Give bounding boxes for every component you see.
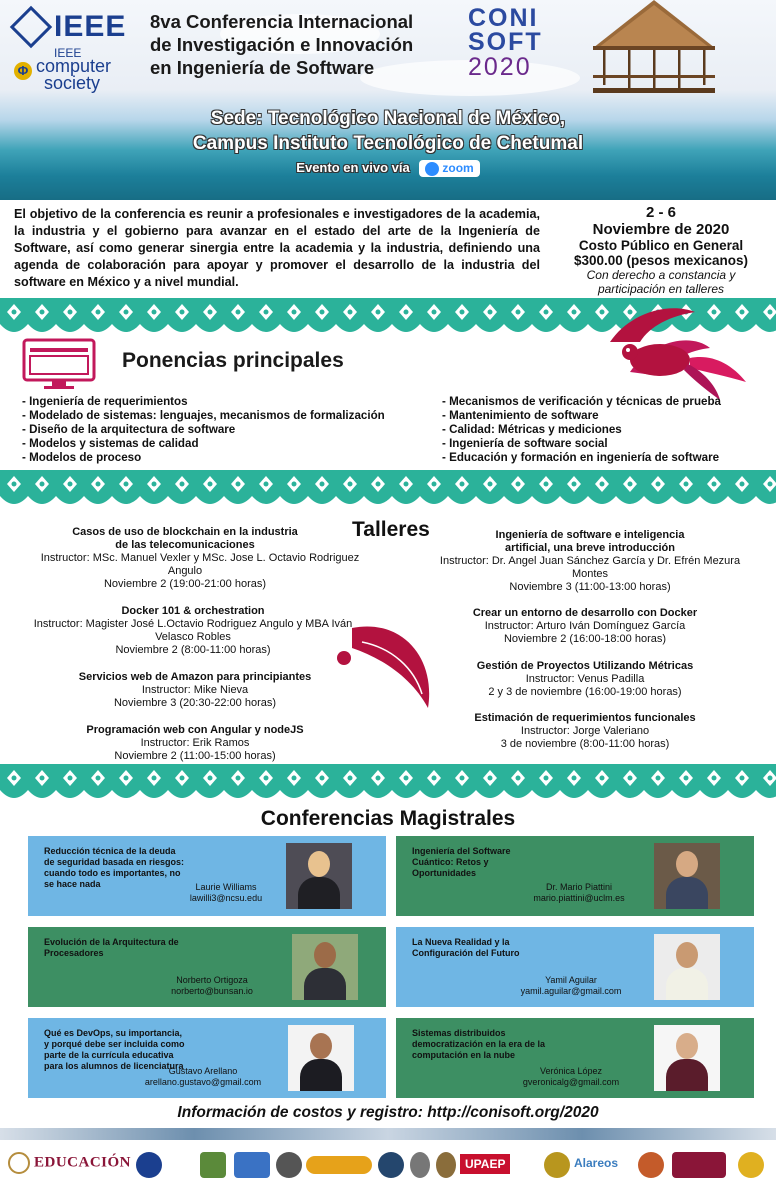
keynote-card (28, 1018, 386, 1098)
conference-title-line: de Investigación e Innovación (150, 34, 414, 55)
live-event-label (0, 160, 776, 177)
taller-instructor: Instructor: Magister José L.Octavio Rodriguez Angulo y MBA Iván (33, 618, 353, 630)
keynote-speaker (496, 1066, 646, 1088)
keynote-title-line: Reducción técnica de la deuda (44, 846, 176, 856)
ponencia-topic: - Ingeniería de requerimientos (22, 395, 188, 408)
taller-instructor: Instructor: Arturo Iván Domínguez García (484, 620, 686, 632)
ponencia-topic: - Mantenimiento de software (442, 409, 599, 422)
cost-note: Con derecho a constancia y (586, 268, 736, 282)
computer-society-line: society (44, 73, 101, 93)
taller-title: Programación web con Angular y nodeJS (86, 724, 304, 736)
taller-instructor: Instructor: Erik Ramos (140, 737, 250, 749)
keynote-card (396, 836, 754, 916)
alareos-label: Alareos (574, 1156, 619, 1170)
speaker-email: gveronicalg@gmail.com (522, 1077, 620, 1087)
keynote-speaker (128, 1066, 278, 1088)
speaker-name: Verónica López (539, 1066, 603, 1076)
conference-objective: El objetivo de la conferencia es reunir a profesionales e investigadores de la academia, la industria y el gobierno para avanzar en el estado del arte de la Ingeniería de Software, así como generar sinergia entre la academia y la industria, definiendo una agenda de colaboración para apoyar y promover el desarrollo de la industria del software en México y a nivel mundial. (14, 207, 540, 289)
taller-item (440, 712, 730, 751)
keynote-title (412, 1028, 582, 1061)
keynote-title-line: y porqué debe ser incluida como (44, 1039, 185, 1049)
sponsor-logo (638, 1152, 664, 1178)
taller-date: Noviembre 3 (20:30-22:00 horas) (113, 697, 277, 709)
taller-item (40, 671, 350, 710)
ponencia-topic: - Modelos y sistemas de calidad (22, 437, 199, 450)
keynote-card (396, 1018, 754, 1098)
keynote-title-line: democratización en la era de la (412, 1039, 546, 1049)
ponencia-topic: - Ingeniería de software social (442, 437, 608, 450)
taller-item (40, 724, 350, 763)
keynote-title-line: Cuántico: Retos y (412, 857, 489, 867)
taller-date: Noviembre 2 (16:00-18:00 horas) (503, 633, 667, 645)
talleres-title: Talleres (352, 518, 430, 541)
speaker-email: lawilli3@ncsu.edu (189, 893, 263, 903)
ponencia-topic: - Calidad: Métricas y mediciones (442, 423, 622, 436)
keynote-title-line: Oportunidades (412, 868, 477, 878)
tecnm-logo (136, 1152, 162, 1178)
speaker-photo (654, 934, 720, 1000)
computer-society-line: computer (36, 56, 112, 76)
ponencias-title: Ponencias principales (122, 349, 344, 372)
monitor-icon (22, 338, 100, 390)
keynote-title-line: de seguridad basada en riesgos: (44, 857, 185, 867)
speaker-email: mario.piattini@uclm.es (533, 893, 625, 903)
alareos-logo (574, 1156, 618, 1170)
conference-title-line: en Ingeniería de Software (150, 57, 375, 78)
sponsor-logos (0, 1142, 776, 1200)
taller-title: Servicios web de Amazon para principiantes (78, 671, 312, 683)
zoom-badge (419, 160, 479, 177)
venue-line: Campus Instituto Tecnológico de Chetumal (192, 133, 584, 154)
keynote-title (412, 937, 582, 959)
keynote-title-line: Ingeniería del Software (412, 846, 511, 856)
conference-title-line: 8va Conferencia Internacional (150, 11, 414, 32)
speaker-photo (654, 1025, 720, 1091)
decorative-band-bottom (0, 764, 776, 804)
keynote-speaker (168, 882, 284, 904)
taller-item (420, 529, 760, 594)
palapa-hut-image (532, 0, 776, 100)
taller-instructor: Instructor: Dr. Angel Juan Sánchez García y Dr. Efrén Mezura (439, 555, 741, 567)
taller-date: Noviembre 3 (11:00-13:00 horas) (509, 581, 671, 593)
keynote-speaker (148, 975, 276, 997)
sponsor-crest-logo (544, 1152, 570, 1178)
cost-note: participación en talleres (597, 282, 725, 296)
ieee-wordmark: IEEE (54, 10, 127, 43)
conisoft-line: CONI (468, 4, 539, 32)
taller-item (40, 526, 360, 591)
keynote-title-line: Sistemas distribuidos (412, 1028, 506, 1038)
keynote-title-line: Qué es DevOps, su importancia, (44, 1028, 183, 1038)
keynote-speaker (514, 882, 644, 904)
keynote-title-line: Evolución de la Arquitectura de (44, 937, 179, 947)
keynote-title-line: Procesadores (44, 948, 104, 958)
header-banner (0, 0, 776, 200)
zoom-label: zoom (442, 161, 474, 176)
global-knowledge-logo (306, 1156, 372, 1174)
keynote-card (28, 836, 386, 916)
taller-title: Gestión de Proyectos Utilizando Métricas (476, 660, 694, 672)
keynote-title (44, 937, 214, 959)
speaker-name: Dr. Mario Piattini (545, 882, 613, 892)
taller-item (20, 605, 366, 657)
ieee-diamond-icon (10, 6, 52, 48)
conference-title (150, 10, 470, 79)
taller-title: Casos de uso de blockchain en la industria (72, 526, 298, 538)
speaker-photo (654, 843, 720, 909)
ieee-computer-society-logo (10, 6, 138, 92)
conisoft-logo (468, 6, 542, 84)
taller-instructor: Instructor: Jorge Valeriano (520, 725, 650, 737)
computer-society-phi-icon: Φ (14, 62, 32, 80)
zoom-camera-icon (425, 162, 439, 176)
dates-and-cost (550, 204, 772, 296)
speaker-email: yamil.aguilar@gmail.com (520, 986, 622, 996)
educacion-label: EDUCACIÓN (34, 1154, 132, 1171)
keynote-title-line: computación en la nube (412, 1050, 516, 1060)
sponsor-logo (378, 1152, 404, 1178)
sponsor-crest-logo (200, 1152, 226, 1178)
computer-society-label (36, 58, 111, 92)
ponencia-topic: - Mecanismos de verificación y técnicas de prueba (442, 395, 722, 408)
taller-title: Ingeniería de software e inteligencia (495, 529, 685, 541)
cost-value: $300.00 (pesos mexicanos) (573, 253, 749, 268)
decorative-band-middle (0, 470, 776, 510)
upaep-logo (460, 1154, 510, 1174)
taller-instructor: Instructor: Mike Nieva (141, 684, 249, 696)
speaker-email: arellano.gustavo@gmail.com (144, 1077, 262, 1087)
sep-educacion-logo (8, 1152, 131, 1174)
keynote-card (28, 927, 386, 1007)
taller-title: Estimación de requerimientos funcionales (474, 712, 696, 724)
taller-date: 3 de noviembre (8:00-11:00 horas) (500, 738, 670, 750)
sponsor-logo (436, 1152, 456, 1178)
footer-stripe (0, 1128, 776, 1140)
taller-date: 2 y 3 de noviembre (16:00-19:00 horas) (488, 686, 682, 698)
taller-title: Crear un entorno de desarrollo con Docker (472, 607, 698, 619)
speaker-name: Gustavo Arellano (168, 1066, 238, 1076)
venue-heading (0, 106, 776, 156)
sponsor-logo (738, 1152, 764, 1178)
ponencia-topic: - Diseño de la arquitectura de software (22, 423, 236, 436)
itchetumal-logo (672, 1152, 726, 1178)
keynote-title-line: La Nueva Realidad y la (412, 937, 510, 947)
date-month: Noviembre de 2020 (592, 221, 730, 238)
live-event-text: Evento en vivo vía (296, 160, 410, 175)
keynote-title-line: cuando todo es importantes, no (44, 868, 181, 878)
ponencias-list-right (442, 395, 772, 465)
ponencias-list-left (22, 395, 442, 465)
mexico-seal-icon (8, 1152, 30, 1174)
decorative-bird-icon (600, 302, 750, 402)
keynote-title (412, 846, 582, 879)
speaker-photo (292, 934, 358, 1000)
taller-instructor: Instructor: MSc. Manuel Vexler y MSc. Jose L. Octavio Rodriguez (40, 552, 360, 564)
date-range: 2 - 6 (645, 204, 676, 221)
keynote-speaker (496, 975, 646, 997)
speaker-name: Laurie Williams (195, 882, 257, 892)
ponencia-topic: - Modelado de sistemas: lenguajes, mecanismos de formalización (22, 409, 385, 422)
taller-title: de las telecomunicaciones (115, 539, 255, 551)
taller-instructor: Velasco Robles (155, 631, 231, 643)
speaker-photo (286, 843, 352, 909)
keynote-title-line: parte de la currícula educativa (44, 1050, 174, 1060)
cost-label: Costo Público en General (578, 238, 744, 253)
taller-date: Noviembre 2 (8:00-11:00 horas) (115, 644, 271, 656)
keynote-title-line: Configuración del Futuro (412, 948, 520, 958)
keynote-title-line: se hace nada (44, 879, 101, 889)
taller-title: Docker 101 & orchestration (121, 605, 265, 617)
taller-item (440, 607, 730, 646)
taller-instructor: Montes (571, 568, 609, 580)
taller-date: Noviembre 2 (19:00-21:00 horas) (103, 578, 267, 590)
speaker-name: Norberto Ortigoza (176, 975, 248, 985)
keynote-title-line: para los alumnos de licenciatura (44, 1061, 184, 1071)
speaker-email: norberto@bunsan.io (171, 986, 253, 996)
conisoft-line: SOFT (468, 28, 543, 56)
ponencia-topic: - Educación y formación en ingeniería de software (442, 451, 720, 464)
ponencia-topic: - Modelos de proceso (22, 451, 142, 464)
taller-date: Noviembre 2 (11:00-15:00 horas) (114, 750, 276, 762)
speaker-name: Yamil Aguilar (545, 975, 597, 985)
keynote-card (396, 927, 754, 1007)
conisoft-year: 2020 (468, 53, 532, 81)
sponsor-logo (234, 1152, 270, 1178)
conferencias-title: Conferencias Magistrales (260, 807, 516, 830)
sponsor-logo (410, 1152, 430, 1178)
upaep-label: UPAEP (465, 1157, 506, 1171)
venue-line: Sede: Tecnológico Nacional de México, (210, 108, 566, 129)
speaker-photo (288, 1025, 354, 1091)
taller-title: artificial, una breve introducción (505, 542, 675, 554)
unam-logo (276, 1152, 302, 1178)
taller-item (440, 660, 730, 699)
taller-instructor: Instructor: Venus Padilla (525, 673, 645, 685)
taller-instructor: Angulo (167, 565, 203, 577)
ieee-small-label: IEEE (54, 46, 82, 60)
registration-info-link[interactable]: Información de costos y registro: http://conisoft.org/2020 (177, 1104, 599, 1121)
